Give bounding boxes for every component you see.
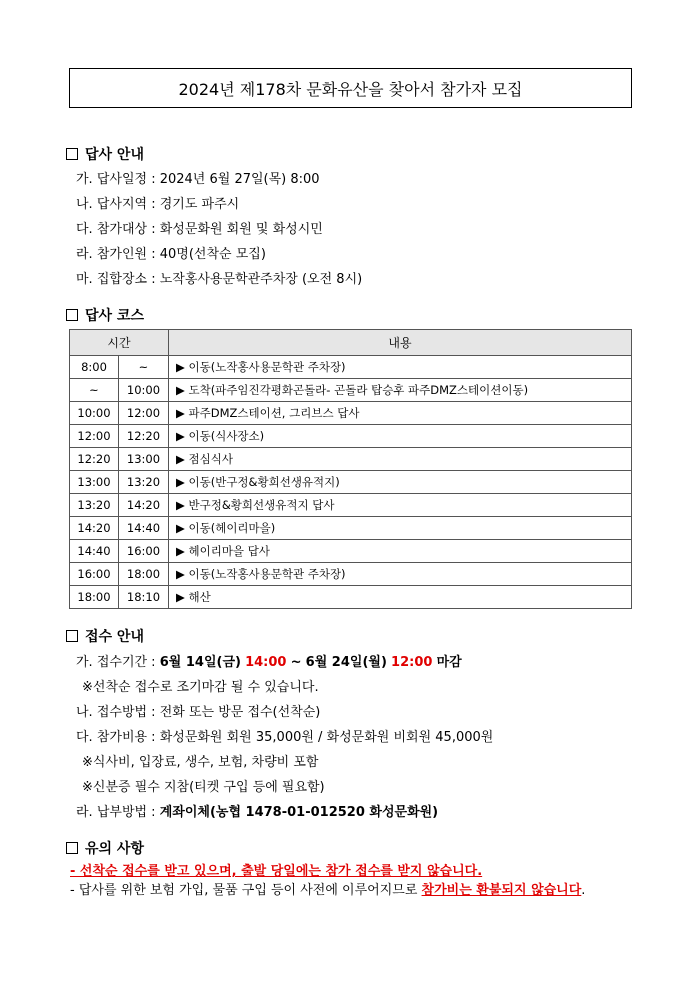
caution-line-1: - 선착순 접수를 받고 있으며, 출발 당일에는 참가 접수를 받지 않습니다. xyxy=(70,864,483,879)
reception-note-early: ※선착순 접수로 조기마감 될 수 있습니다. xyxy=(82,680,319,695)
time-start-cell: 12:00 xyxy=(70,425,119,448)
reception-payment: 라. 납부방법 : 계좌이체(농협 1478-01-012520 화성문화원) xyxy=(76,805,439,820)
col-content-header: 내용 xyxy=(169,330,632,356)
reception-note-fee: ※식사비, 입장료, 생수, 보험, 차량비 포함 xyxy=(82,755,319,770)
guide-item-schedule: 가. 답사일정 : 2024년 6월 27일(목) 8:00 xyxy=(76,172,320,187)
time-start-cell: 18:00 xyxy=(70,586,119,609)
content-cell: ▶ 이동(노작홍사용문학관 주차장) xyxy=(169,563,632,586)
time-end-cell: 13:00 xyxy=(119,448,169,471)
table-row xyxy=(70,563,632,586)
course-table-header xyxy=(70,330,632,356)
time-end-cell: 18:00 xyxy=(119,563,169,586)
section-reception-header: 접수 안내 xyxy=(66,626,144,646)
reception-period: 가. 접수기간 : 6월 14일(금) 14:00 ~ 6월 24일(월) 12:00 마감 xyxy=(76,655,462,670)
table-row xyxy=(70,494,632,517)
content-cell: ▶ 헤이리마을 답사 xyxy=(169,540,632,563)
table-row xyxy=(70,356,632,379)
time-start-cell: 13:00 xyxy=(70,471,119,494)
content-cell: ▶ 이동(노작홍사용문학관 주차장) xyxy=(169,356,632,379)
content-cell: ▶ 해산 xyxy=(169,586,632,609)
course-table xyxy=(69,329,632,609)
guide-item-region: 나. 답사지역 : 경기도 파주시 xyxy=(76,197,240,212)
time-start-cell: 12:20 xyxy=(70,448,119,471)
time-end-cell: 16:00 xyxy=(119,540,169,563)
time-end-cell: 14:20 xyxy=(119,494,169,517)
guide-item-meeting: 마. 집합장소 : 노작홍사용문학관주차장 (오전 8시) xyxy=(76,272,363,287)
table-row xyxy=(70,471,632,494)
time-start-cell: 14:40 xyxy=(70,540,119,563)
table-row xyxy=(70,448,632,471)
content-cell: ▶ 이동(식사장소) xyxy=(169,425,632,448)
time-end-cell: ~ xyxy=(119,356,169,379)
time-end-cell: 12:00 xyxy=(119,402,169,425)
checkbox-icon xyxy=(66,842,78,854)
time-start-cell: 8:00 xyxy=(70,356,119,379)
page-title: 2024년 제178차 문화유산을 찾아서 참가자 모집 xyxy=(69,68,632,108)
time-start-cell: 10:00 xyxy=(70,402,119,425)
time-start-cell: 16:00 xyxy=(70,563,119,586)
content-cell: ▶ 반구정&황희선생유적지 답사 xyxy=(169,494,632,517)
table-row xyxy=(70,540,632,563)
time-end-cell: 10:00 xyxy=(119,379,169,402)
col-time-header: 시간 xyxy=(70,330,169,356)
content-cell: ▶ 이동(헤이리마을) xyxy=(169,517,632,540)
table-row xyxy=(70,517,632,540)
reception-fee: 다. 참가비용 : 화성문화원 회원 35,000원 / 화성문화원 비회원 45,000원 xyxy=(76,730,494,745)
time-end-cell: 14:40 xyxy=(119,517,169,540)
checkbox-icon xyxy=(66,309,78,321)
table-row xyxy=(70,586,632,609)
section-guide-header: 답사 안내 xyxy=(66,144,144,164)
time-start-cell: 13:20 xyxy=(70,494,119,517)
time-end-cell: 13:20 xyxy=(119,471,169,494)
table-row xyxy=(70,402,632,425)
section-caution-header: 유의 사항 xyxy=(66,838,144,858)
content-cell: ▶ 도착(파주임진각평화곤돌라- 곤돌라 탑승후 파주DMZ스테이션이동) xyxy=(169,379,632,402)
caution-line-2: - 답사를 위한 보험 가입, 물품 구입 등이 사전에 이루어지므로 참가비는 환불되지 않습니다. xyxy=(70,883,586,898)
time-end-cell: 18:10 xyxy=(119,586,169,609)
content-cell: ▶ 파주DMZ스테이션, 그리브스 답사 xyxy=(169,402,632,425)
guide-item-capacity: 라. 참가인원 : 40명(선착순 모집) xyxy=(76,247,266,262)
checkbox-icon xyxy=(66,148,78,160)
reception-note-id: ※신분증 필수 지참(티켓 구입 등에 필요함) xyxy=(82,780,325,795)
table-row xyxy=(70,379,632,402)
content-cell: ▶ 이동(반구정&황희선생유적지) xyxy=(169,471,632,494)
time-start-cell: ~ xyxy=(70,379,119,402)
time-start-cell: 14:20 xyxy=(70,517,119,540)
reception-method: 나. 접수방법 : 전화 또는 방문 접수(선착순) xyxy=(76,705,321,720)
table-row xyxy=(70,425,632,448)
time-end-cell: 12:20 xyxy=(119,425,169,448)
content-cell: ▶ 점심식사 xyxy=(169,448,632,471)
guide-item-target: 다. 참가대상 : 화성문화원 회원 및 화성시민 xyxy=(76,222,323,237)
section-course-header: 답사 코스 xyxy=(66,305,144,325)
checkbox-icon xyxy=(66,630,78,642)
